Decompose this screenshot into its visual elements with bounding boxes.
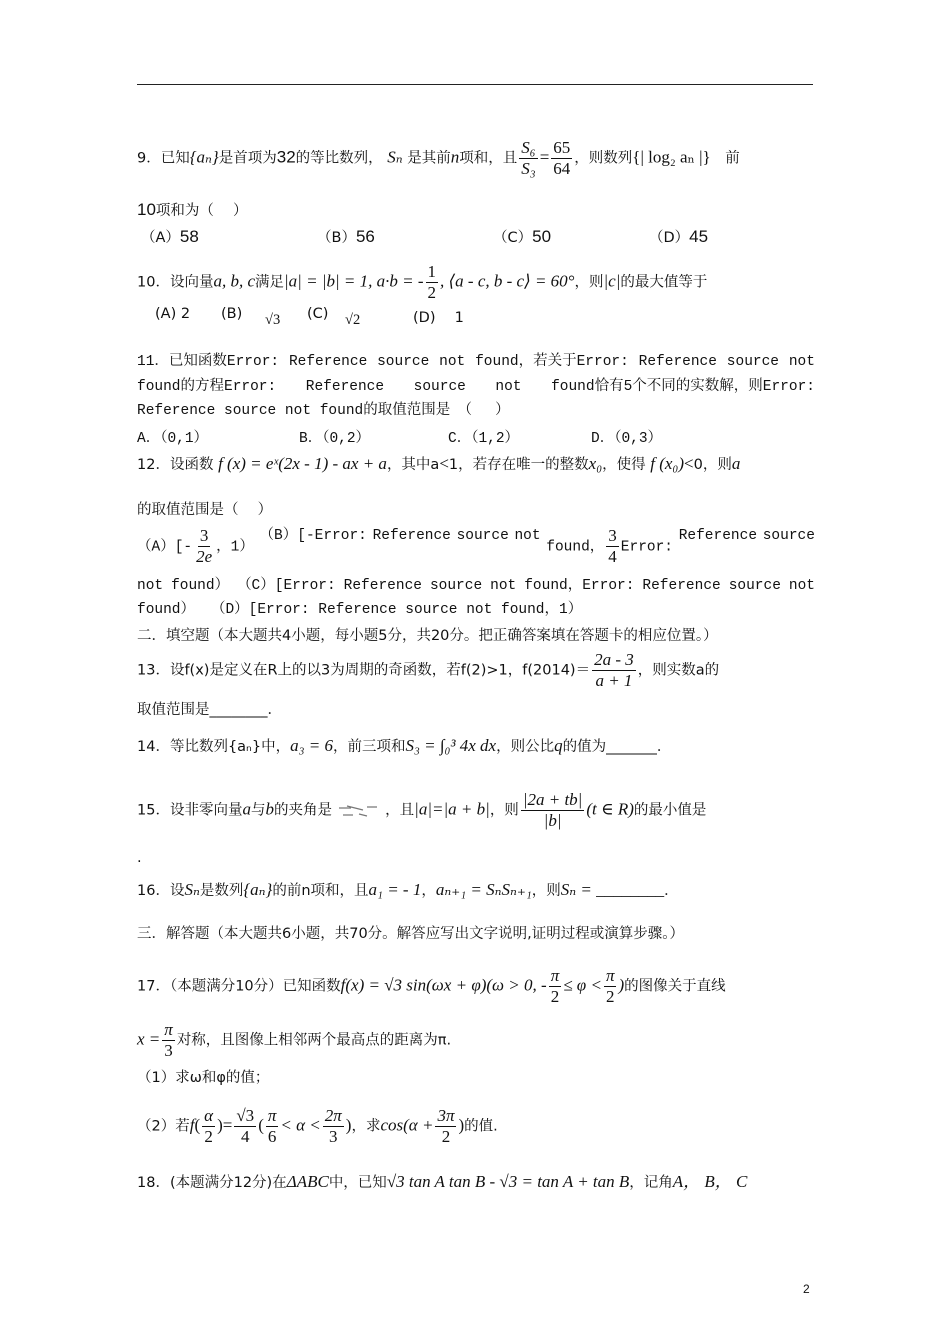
- q15-fraction-den: |b|: [543, 811, 562, 830]
- question-10-line-1: [137, 262, 707, 303]
- page-number: 2: [803, 1282, 810, 1296]
- q18-equation: √3 tan A tan B - √3 = tan A + tan B: [386, 1172, 630, 1191]
- q11-line1-word: not: [788, 354, 815, 370]
- q9-option-a-value: 58: [179, 227, 199, 246]
- q18-angles: A， B， C: [672, 1172, 748, 1191]
- q11-line1-word: source: [377, 354, 430, 370]
- q12-text-a: 12．设函数: [137, 457, 214, 473]
- q11-line2-word: not: [495, 379, 522, 395]
- q10-text-a: 10．设向量: [137, 274, 214, 291]
- q17-p2-two-pi-thirds: [323, 1106, 344, 1147]
- q17-two: 2: [550, 987, 560, 1006]
- q10-option-b-value: √3: [265, 312, 281, 328]
- q10-half-num: 1: [427, 262, 437, 281]
- header-rule: [137, 84, 813, 85]
- q9-option-b-label: （B）: [317, 230, 356, 246]
- q9-ratio: [519, 138, 537, 179]
- q10-option-a: (A) 2: [155, 306, 191, 322]
- q15-angle-image: [337, 804, 381, 818]
- question-9-line-2: [137, 200, 248, 221]
- q12-line4-word: source: [728, 578, 781, 594]
- section-2-heading: 二．填空题（本大题共4小题，每小题5分，共20分。把正确答案填在答题卡的相应位置。）: [137, 628, 718, 644]
- q11-line2-word: found恰有5个不同的实数解，则Error:: [551, 379, 815, 395]
- q12-a: a: [731, 454, 741, 473]
- question-11-line-1: [137, 352, 815, 372]
- q14-text-d: 的值为_______．: [562, 739, 672, 755]
- question-17-line-1: [137, 966, 726, 1007]
- q17-p2-open-paren: (: [194, 1115, 201, 1135]
- q17-p2-text-d: 的值.: [464, 1118, 498, 1135]
- q12-line4-word: source: [429, 578, 483, 594]
- q12-option-a-frac: [194, 526, 214, 567]
- q10-option-b-label: (B): [221, 306, 243, 322]
- q15-vector-a: a: [242, 799, 251, 819]
- q17-text-a: 17．（本题满分10分）已知函数: [137, 978, 341, 995]
- q13-text-b: ，则实数a的: [637, 662, 720, 679]
- q12-line4-word: Reference: [642, 578, 721, 594]
- q16-text-c: 的前n项和，且: [272, 883, 369, 899]
- q17-x-eq: x =: [137, 1029, 161, 1049]
- q15-text-d: ，且: [385, 802, 415, 819]
- q11-line2-word: found的方程Error:: [137, 379, 277, 395]
- q17-p2-pi: π: [267, 1106, 277, 1125]
- q15-vector-b: b: [265, 799, 274, 819]
- question-12-line-3: [137, 526, 815, 567]
- q17-condition-a: (ω > 0, -: [486, 975, 547, 995]
- question-17-part-2: [137, 1106, 498, 1147]
- q12-line4-word: found，Error:: [524, 578, 635, 594]
- q10-option-d: (D) 1: [413, 310, 464, 326]
- question-14: [137, 736, 671, 757]
- q11-option-c: C．（1,2）: [448, 431, 520, 447]
- q9-eq: =: [539, 147, 550, 167]
- question-17-line-2: [137, 1020, 451, 1061]
- q12-line3-word: found，: [546, 539, 605, 556]
- question-17-part-1: （1）求ω和φ的值；: [137, 1070, 270, 1086]
- q12-option-a-num: 3: [199, 526, 209, 545]
- q17-p2-four: 4: [241, 1127, 250, 1146]
- q12-text-b: ，其中a: [386, 457, 440, 473]
- q16-sn: Sₙ: [184, 880, 200, 899]
- q16-text-b: 是数列: [199, 883, 244, 899]
- q17-p2-cos: cos(α +: [380, 1115, 434, 1135]
- q18-text-a: 18．(本题满分12分)在: [137, 1175, 287, 1191]
- q9-text-f: ，则数列: [574, 150, 633, 167]
- q12-three-quarters-num: 3: [608, 526, 617, 545]
- q10-condition-2: , ⟨a - c, b - c⟩ = 60°: [440, 271, 575, 291]
- q12-line3-word: Reference: [678, 528, 758, 544]
- question-12-line-5: found） （D）[Error: Reference source not found，1）: [137, 602, 583, 618]
- q12-less-than-2: <: [684, 454, 694, 473]
- q9-text-b: 是首项为: [218, 150, 277, 167]
- q9-text-c: 的等比数列，: [295, 150, 383, 167]
- q10-half: [426, 262, 439, 303]
- q12-option-a-text: （A）[-: [137, 539, 193, 556]
- q9-text-e: 项和，且: [459, 150, 518, 167]
- q14-text-b: ，前三项和: [332, 739, 406, 755]
- q17-p2-root3: √3: [236, 1106, 255, 1125]
- q12-option-a-tail: ，1）: [216, 539, 254, 556]
- q12-line3-word: source: [456, 528, 509, 544]
- q10-text-b: 满足: [255, 274, 284, 291]
- q11-line2-word: source: [413, 379, 466, 395]
- q12-three-quarters: [606, 526, 619, 567]
- q17-p2-close-paren: ): [217, 1115, 223, 1135]
- q9-option-c-label: （C）: [493, 230, 533, 246]
- q9-log-seq: {| log₂ aₙ |}: [632, 147, 711, 167]
- q17-p2-2pi: 2π: [324, 1106, 342, 1125]
- section-3-heading: 三．解答题（本大题共6小题，共70分。解答应写出文字说明,证明过程或演算步骤。）: [137, 926, 685, 942]
- q17-p2-pi-sixth: [266, 1106, 279, 1147]
- q9-value-num: 65: [553, 138, 571, 157]
- question-13-line-2: 取值范围是________．: [137, 702, 282, 718]
- question-16: [137, 880, 679, 901]
- q17-p2-mid: < α <: [280, 1115, 321, 1135]
- q17-text-line2: 对称，且图像上相邻两个最高点的距离为π.: [176, 1032, 452, 1049]
- q16-text-a: 16．设: [137, 883, 185, 899]
- q17-p2-two-b: 2: [441, 1127, 451, 1146]
- q9-text-g: 前: [725, 150, 740, 167]
- q11-option-b: B．（0,2）: [299, 431, 371, 447]
- q9-text-d: 是其前: [407, 150, 451, 167]
- question-9-line-1: [137, 138, 740, 179]
- q13-fraction-den: a + 1: [595, 671, 633, 690]
- q10-text-c: ，则: [574, 274, 604, 291]
- q17-p2-eq: =: [222, 1115, 233, 1135]
- q12-function: f (x) = eˣ(2x - 1) - ax + a: [218, 454, 387, 473]
- q9-option-d-value: 45: [689, 227, 709, 246]
- q9-ratio-num: S₆: [521, 138, 536, 157]
- q12-text-e: 0，则: [693, 457, 732, 473]
- q9-value-den: 64: [553, 159, 571, 178]
- q16-text-f: ．: [664, 883, 679, 899]
- q16-a1: a₁ = - 1: [368, 880, 422, 899]
- q12-option-a-den: 2e: [196, 547, 213, 566]
- q14-s3: S₃ = ∫₀³ 4x dx: [405, 736, 497, 755]
- question-12-line-1: [137, 454, 740, 475]
- question-13-line-1: [137, 650, 719, 691]
- q12-line4-word: found）: [171, 578, 230, 594]
- q16-text-e: ，则: [531, 883, 561, 899]
- q15-text-f: 的最小值是: [633, 802, 707, 819]
- q12-x0: x₀: [588, 454, 603, 473]
- q11-line1-word: not: [439, 354, 466, 370]
- q11-option-d: D．（0,3）: [591, 431, 663, 447]
- question-15-line-2: .: [137, 850, 142, 866]
- q15-condition: |a|=|a + b|: [414, 799, 490, 819]
- q17-p2-close: ): [458, 1115, 465, 1135]
- q17-p2-three: 3: [329, 1127, 338, 1146]
- q13-fraction-num: 2a - 3: [594, 650, 634, 669]
- q12-text-d: ，使得: [602, 457, 646, 473]
- q12-option-a: [137, 526, 254, 567]
- q14-text-c: ，则公比: [496, 739, 555, 755]
- q9-option-a-label: （A）: [141, 230, 180, 246]
- q17-p2-3pi: 3π: [437, 1106, 455, 1125]
- q12-line4-word: not: [137, 578, 164, 594]
- q13-fraction: [592, 650, 636, 691]
- question-15-line-1: [137, 790, 706, 831]
- q9-option-c: [493, 226, 551, 247]
- q9-text-h: 项和为（ ）: [155, 203, 248, 219]
- q9-text-a: 9．已知: [137, 150, 190, 167]
- q17-p2-f: f: [189, 1115, 195, 1135]
- q17-p2-text-b: ，求: [351, 1118, 381, 1135]
- q17-p2-three-pi-half: [435, 1106, 456, 1147]
- q13-text-a: 13．设f(x)是定义在R上的以3为周期的奇函数，若f(2)>1，f(2014)＝: [137, 662, 591, 679]
- q12-line3-word: （B）[-Error:: [259, 528, 367, 544]
- q10-abs-c: |c|: [603, 271, 621, 291]
- q18-text-b: 中，已知: [328, 1175, 387, 1191]
- q10-condition-1: |a| = |b| = 1, a·b = -: [284, 271, 424, 291]
- question-11-line-3: Reference source not found的取值范围是 （ ）: [137, 403, 510, 419]
- q15-fraction-num: |2a + tb|: [522, 790, 583, 809]
- q17-pi-third: [162, 1020, 175, 1061]
- q12-line3-word: source: [762, 528, 815, 544]
- q9-n: n: [450, 147, 460, 167]
- q17-pi: π: [550, 966, 560, 985]
- q17-pi-third-den: 3: [164, 1041, 173, 1060]
- q12-line3-word: Reference: [372, 528, 451, 544]
- q9-option-d-label: （D）: [649, 230, 690, 246]
- q17-p2-lparen: (: [258, 1115, 264, 1135]
- q17-condition-c: ): [618, 975, 625, 995]
- q17-text-b: 的图像关于直线: [624, 978, 726, 995]
- q17-two: 2: [605, 987, 615, 1006]
- q18-text-c: ，记角: [629, 1175, 673, 1191]
- q17-p2-two: 2: [204, 1127, 213, 1146]
- q17-neg-half-pi: [549, 966, 562, 1007]
- q17-pi-third-num: π: [164, 1020, 173, 1039]
- q17-condition-b: ≤ φ <: [563, 975, 602, 995]
- q10-option-c-label: (C): [307, 306, 329, 322]
- q17-half-pi: [604, 966, 617, 1007]
- q15-domain: (t ∈ R): [586, 799, 634, 819]
- q11-line1-word: Reference: [288, 354, 368, 370]
- q12-line3-word: Error:: [620, 539, 674, 556]
- q12-line4-word: Reference: [343, 578, 422, 594]
- q10-text-d: 的最大值等于: [620, 274, 708, 291]
- q12-less-than: <: [439, 454, 449, 473]
- q15-text-c: 的夹角是: [273, 802, 332, 819]
- q11-line1-word: 11．已知函数Error:: [137, 354, 280, 370]
- q11-line1-word: source: [726, 354, 780, 370]
- q11-line1-word: found，若关于Error:: [475, 354, 629, 370]
- q16-recurrence: aₙ₊₁ = SₙSₙ₊₁: [435, 880, 532, 899]
- q11-line2-word: Reference: [305, 379, 385, 395]
- q15-fraction: [521, 790, 585, 831]
- q17-p2-alpha: α: [204, 1106, 214, 1125]
- q16-text-d: ，: [421, 883, 436, 899]
- q16-answer: Sₙ = ________: [560, 880, 665, 899]
- q14-a3: a₃ = 6: [290, 736, 333, 755]
- q15-text-e: ，则: [489, 802, 519, 819]
- q17-pi: π: [605, 966, 615, 985]
- q14-q: q: [554, 736, 563, 755]
- q17-p2-rparen: ): [345, 1115, 352, 1135]
- q9-sn: Sₙ: [387, 147, 403, 167]
- q10-option-c-value: √2: [345, 312, 361, 328]
- q17-function: f(x) = √3 sin(ωx + φ): [340, 975, 487, 995]
- q11-line1-word: Reference: [638, 354, 717, 370]
- q9-seq: {aₙ}: [189, 147, 219, 167]
- q15-text-b: 与: [250, 802, 266, 819]
- q9-count: 10: [137, 200, 156, 219]
- q9-option-d: [649, 226, 708, 247]
- q9-option-c-value: 50: [532, 227, 552, 246]
- q12-line4-word: not: [490, 578, 517, 594]
- q17-p2-alpha-half: [202, 1106, 215, 1147]
- q11-option-a: A．（0,1）: [137, 431, 209, 447]
- q9-ratio-den: S₃: [521, 159, 536, 178]
- q9-option-a: [141, 226, 199, 247]
- q16-an: {aₙ}: [243, 880, 273, 899]
- q12-f-x0: f (x₀): [650, 454, 684, 473]
- question-11-line-2: [137, 377, 815, 397]
- q10-half-den: 2: [427, 283, 437, 302]
- q17-p2-text-a: （2）若: [137, 1118, 190, 1135]
- q18-triangle: ΔABC: [286, 1172, 329, 1191]
- q9-option-b-value: 56: [355, 227, 375, 246]
- q12-line4-word: （C）[Error:: [237, 578, 336, 594]
- q12-line4-word: not: [788, 578, 815, 594]
- q10-vars: a, b, c: [213, 271, 255, 291]
- question-12-line-4: [137, 576, 815, 596]
- q9-option-b: [317, 226, 375, 247]
- q12-line3-word-frac: [546, 526, 673, 567]
- q17-p2-six: 6: [267, 1127, 277, 1146]
- q12-text-c: 1，若存在唯一的整数: [448, 457, 589, 473]
- q15-text-a: 15．设非零向量: [137, 802, 243, 819]
- question-18: [137, 1172, 747, 1193]
- q14-text-a: 14．等比数列{aₙ}中，: [137, 739, 291, 755]
- q9-first-term: 32: [276, 147, 296, 167]
- q12-three-quarters-den: 4: [608, 547, 617, 566]
- q9-value: [551, 138, 572, 179]
- question-12-line-2: 的取值范围是（ ）: [137, 502, 273, 518]
- q12-line3-word: not: [514, 528, 541, 544]
- q17-p2-root3-over-4: [234, 1106, 256, 1147]
